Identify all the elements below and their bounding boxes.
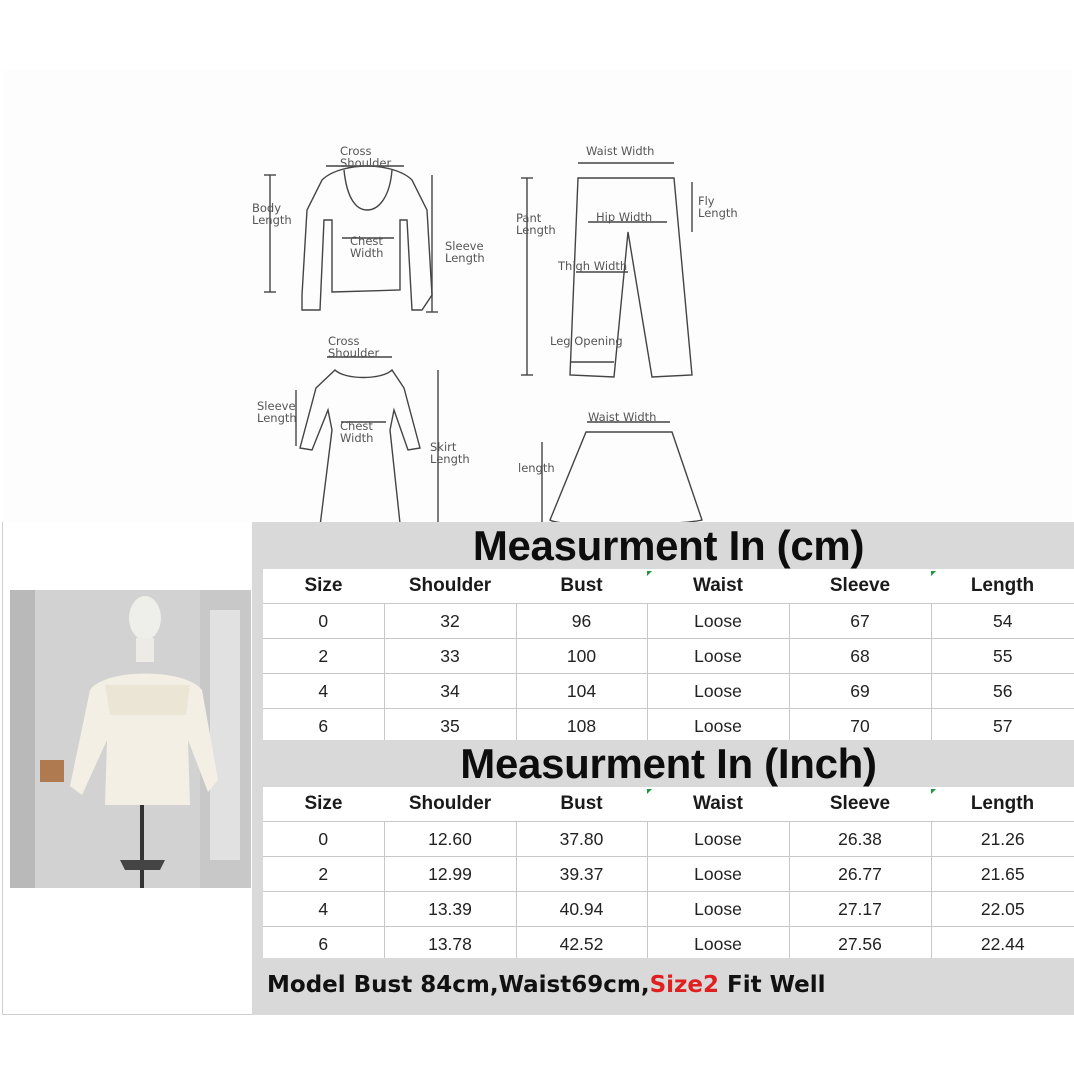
garment-sketches <box>2 70 1072 522</box>
header-length: Length <box>931 787 1074 822</box>
cell: Loose <box>647 927 789 962</box>
cell: Loose <box>647 674 789 709</box>
cell: Loose <box>647 709 789 744</box>
svg-text:Width: Width <box>340 431 374 445</box>
cell-marker <box>931 789 936 794</box>
label-fly-length: Fly <box>698 194 715 208</box>
label-pant-length: Pant <box>516 211 542 225</box>
label-waist-width-1: Waist Width <box>586 144 655 158</box>
svg-text:Length: Length <box>257 411 297 425</box>
table-row <box>263 674 1074 709</box>
cell: 27.17 <box>789 892 931 927</box>
cell: 6 <box>263 709 384 744</box>
cell: 55 <box>931 639 1074 674</box>
divider-strip <box>252 522 263 1015</box>
cell: 69 <box>789 674 931 709</box>
table-row <box>263 639 1074 674</box>
cell-marker <box>931 571 936 576</box>
cell: 27.56 <box>789 927 931 962</box>
cell: 108 <box>516 709 647 744</box>
inch-table-title: Measurment In (Inch) <box>460 739 877 787</box>
label-length: length <box>518 461 555 475</box>
label-body-length: Body <box>252 201 282 215</box>
cell: 12.60 <box>384 822 516 857</box>
cell: 12.99 <box>384 857 516 892</box>
fit-note-suffix: Fit Well <box>719 972 826 998</box>
cell: 6 <box>263 927 384 962</box>
cell: 21.26 <box>931 822 1074 857</box>
table-row <box>263 927 1074 962</box>
cell: 0 <box>263 604 384 639</box>
cell: 37.80 <box>516 822 647 857</box>
svg-text:Length: Length <box>516 223 556 237</box>
cell: 0 <box>263 822 384 857</box>
header-shoulder: Shoulder <box>384 787 516 822</box>
cell: 32 <box>384 604 516 639</box>
cell: 26.38 <box>789 822 931 857</box>
header-sleeve: Sleeve <box>789 569 931 604</box>
cm-title-band <box>263 522 1074 569</box>
cell: 34 <box>384 674 516 709</box>
fit-note-size: Size2 <box>649 972 720 998</box>
svg-text:Width: Width <box>350 246 384 260</box>
label-waist-width-2: Waist Width <box>588 410 657 424</box>
cell: 96 <box>516 604 647 639</box>
cell: 4 <box>263 674 384 709</box>
table-row <box>263 857 1074 892</box>
product-photo <box>10 590 251 888</box>
svg-text:Length: Length <box>445 251 485 265</box>
label-sleeve-length-2: Sleeve <box>257 399 296 413</box>
cell: 21.65 <box>931 857 1074 892</box>
cell: 68 <box>789 639 931 674</box>
cell: 100 <box>516 639 647 674</box>
cell: 2 <box>263 857 384 892</box>
cell: Loose <box>647 639 789 674</box>
label-cross-shoulder-1: Cross <box>340 144 372 158</box>
inch-size-table <box>263 787 1074 962</box>
cell: 22.44 <box>931 927 1074 962</box>
header-sleeve: Sleeve <box>789 787 931 822</box>
header-waist: Waist <box>647 569 789 604</box>
cm-table-title: Measurment In (cm) <box>472 521 865 569</box>
label-cross-shoulder-2: Cross <box>328 334 360 348</box>
cell: Loose <box>647 892 789 927</box>
table-row <box>263 822 1074 857</box>
table-row <box>263 709 1074 744</box>
header-length: Length <box>931 569 1074 604</box>
cm-size-table <box>263 569 1074 744</box>
label-thigh-width: Thigh Width <box>558 259 628 273</box>
cell-marker <box>647 789 652 794</box>
cell: 4 <box>263 892 384 927</box>
header-size: Size <box>263 569 384 604</box>
cell: Loose <box>647 857 789 892</box>
cell: 40.94 <box>516 892 647 927</box>
cell: 22.05 <box>931 892 1074 927</box>
cell: 42.52 <box>516 927 647 962</box>
header-bust: Bust <box>516 569 647 604</box>
cell: 57 <box>931 709 1074 744</box>
header-shoulder: Shoulder <box>384 569 516 604</box>
cell: 13.78 <box>384 927 516 962</box>
table-row <box>263 892 1074 927</box>
label-hip-width: Hip Width <box>596 210 653 224</box>
cell: 13.39 <box>384 892 516 927</box>
svg-text:Length: Length <box>698 206 738 220</box>
cell: 33 <box>384 639 516 674</box>
cell: Loose <box>647 822 789 857</box>
table-row <box>263 604 1074 639</box>
label-chest-width-2: Chest <box>340 419 373 433</box>
blouse-on-mannequin-image <box>10 590 251 888</box>
header-waist: Waist <box>647 787 789 822</box>
cm-header-row <box>263 569 1074 604</box>
cell-marker <box>647 571 652 576</box>
label-sleeve-length-1: Sleeve <box>445 239 484 253</box>
cell: 35 <box>384 709 516 744</box>
svg-text:Length: Length <box>430 452 470 466</box>
cell: 67 <box>789 604 931 639</box>
fit-note-prefix: Model Bust 84cm,Waist69cm, <box>267 972 650 998</box>
inch-title-band <box>263 740 1074 787</box>
label-chest-width-1: Chest <box>350 234 383 248</box>
cell: 54 <box>931 604 1074 639</box>
cell: 26.77 <box>789 857 931 892</box>
cell: 39.37 <box>516 857 647 892</box>
cell: Loose <box>647 604 789 639</box>
cell: 104 <box>516 674 647 709</box>
svg-text:Shoulder: Shoulder <box>328 346 380 360</box>
label-leg-opening: Leg Opening <box>550 334 623 348</box>
header-bust: Bust <box>516 787 647 822</box>
measurement-diagrams <box>2 70 1072 522</box>
cell: 2 <box>263 639 384 674</box>
label-skirt-length: Skirt <box>430 440 457 454</box>
svg-text:Shoulder: Shoulder <box>340 156 392 170</box>
svg-text:Length: Length <box>252 213 292 227</box>
cell: 70 <box>789 709 931 744</box>
header-size: Size <box>263 787 384 822</box>
inch-header-row <box>263 787 1074 822</box>
fit-note <box>267 972 826 998</box>
cell: 56 <box>931 674 1074 709</box>
